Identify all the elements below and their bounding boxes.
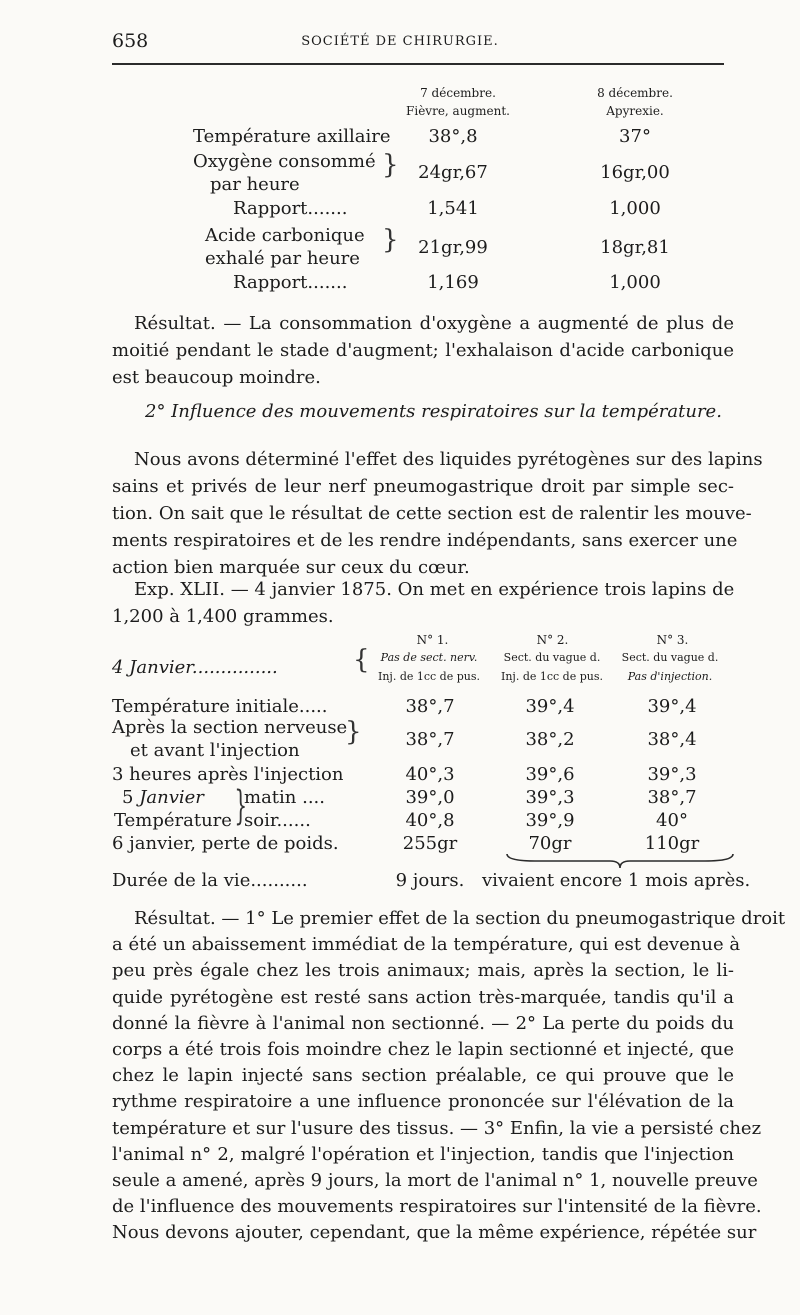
t2-row-label: 5 Janvier (122, 787, 204, 808)
t2-row-label: Température (114, 810, 232, 831)
t2-date-label: 4 Janvier............... (112, 657, 278, 678)
text-line: Résultat. — 1° Le premier effet de la section du pneumogastrique droit (134, 908, 786, 929)
t1-cell: 1,000 (609, 272, 661, 293)
text-line: action bien marquée sur ceux du cœur. (112, 557, 470, 578)
t2-cell: 40°,3 (405, 764, 455, 785)
page-number: 658 (112, 30, 149, 52)
text-line: l'animal n° 2, malgré l'opération et l'injection, tandis que l'injection (112, 1143, 734, 1165)
text-line: Nous avons déterminé l'effet des liquides pyrétogènes sur des lapins (134, 449, 763, 470)
t1-cell: 21gr,99 (418, 237, 488, 258)
text-line: tion. On sait que le résultat de cette section est de ralentir les mouve- (112, 503, 752, 524)
t1-cell: 38°,8 (428, 126, 478, 147)
brace-icon: } (234, 783, 248, 829)
t1-col1-head-b: Fièvre, augment. (406, 104, 510, 118)
text-line: Nous devons ajouter, cependant, que la même expérience, répétée sur (112, 1222, 757, 1244)
t2-cell: 38°,4 (647, 729, 697, 750)
section-heading: 2° Influence des mouvements respiratoires sur la température. (145, 401, 722, 422)
brace-icon: } (345, 717, 362, 747)
t1-row-label: Rapport....... (233, 272, 348, 293)
text-line: donné la fièvre à l'animal non sectionné. — 2° La perte du poids du (112, 1012, 734, 1034)
t1-row-label: par heure (210, 174, 300, 195)
t2-cell: 255gr (402, 833, 458, 854)
t2-row-label: Température initiale..... (112, 696, 328, 717)
running-title: SOCIÉTÉ DE CHIRURGIE. (301, 34, 499, 49)
t2-head-line2: Inj. de 1cc de pus. (500, 670, 603, 683)
brace-icon: { (353, 645, 370, 675)
t2-cell: 38°,7 (647, 787, 697, 808)
experiment-paragraph (112, 576, 734, 630)
t2-cell: 70gr (528, 833, 572, 854)
t2-cell: 40°,8 (405, 810, 455, 831)
t1-row-label: Température axillaire (193, 126, 391, 147)
text-line: ments respiratoires et de les rendre indépendants, sans exercer une (112, 530, 738, 551)
t1-row-label: exhalé par heure (205, 248, 360, 269)
text-line: Résultat. — La consommation d'oxygène a augmenté de plus de (134, 313, 734, 334)
t2-cell: 39°,3 (647, 764, 697, 785)
resultat-2-paragraph (112, 906, 786, 1247)
t2-head-line1: Sect. du vague d. (503, 651, 601, 664)
underbrace-icon (505, 852, 735, 870)
text-line: est beaucoup moindre. (112, 367, 321, 388)
t2-row-sublabel: matin .... (244, 787, 325, 808)
t1-cell: 37° (619, 126, 651, 147)
t2-row-label: Après la section nerveuse (112, 717, 348, 738)
text-line: a été un abaissement immédiat de la température, qui est devenue à (112, 934, 741, 956)
t2-head-no: N° 3. (656, 633, 689, 647)
t2-head-no: N° 2. (536, 633, 569, 647)
t2-cell: 39°,6 (525, 764, 575, 785)
t2-cell: 110gr (644, 833, 700, 854)
text-line: chez le lapin injecté sans section préalable, ce qui prouve que le (112, 1065, 734, 1087)
t2-cell: 38°,7 (405, 729, 455, 750)
text-line: peu près égale chez les trois animaux; mais, après la section, le li- (112, 960, 734, 982)
t2-row-label: 6 janvier, perte de poids. (112, 833, 339, 854)
t2-duree-label: Durée de la vie.......... (112, 870, 308, 891)
t2-head-line2: Inj. de 1cc de pus. (377, 670, 480, 683)
text-line: quide pyrétogène est resté sans action très-marquée, tandis qu'il a (112, 986, 734, 1008)
text-line: Exp. XLII. — 4 janvier 1875. On met en expérience trois lapins de (134, 579, 735, 600)
t1-cell: 24gr,67 (418, 162, 488, 183)
text-line: de l'influence des mouvements respiratoires sur l'intensité de la fièvre. (112, 1196, 762, 1218)
t2-duree-cell: vivaient encore 1 mois après. (482, 870, 751, 891)
t2-cell: 39°,0 (405, 787, 455, 808)
text-line: rythme respiratoire a une influence prononcée sur l'élévation de la (112, 1091, 734, 1113)
text-line: 1,200 à 1,400 grammes. (112, 606, 334, 627)
text-line: corps a été trois fois moindre chez le lapin sectionné et injecté, que (112, 1039, 734, 1061)
t2-row-label: 3 heures après l'injection (112, 764, 344, 785)
brace-icon: } (382, 225, 399, 255)
t2-head-line2: Pas d'injection. (627, 670, 713, 683)
brace-icon: } (382, 150, 399, 180)
t2-cell: 40° (656, 810, 688, 831)
t2-cell: 39°,4 (647, 696, 697, 717)
t2-cell: 38°,2 (525, 729, 575, 750)
resultat-1-paragraph (112, 310, 734, 391)
t1-cell: 1,541 (427, 198, 479, 219)
t1-col2-head-b: Apyrexie. (606, 104, 664, 118)
t1-cell: 1,169 (427, 272, 479, 293)
t2-head-line1: Pas de sect. nerv. (380, 651, 478, 664)
t2-row-label: et avant l'injection (130, 740, 300, 761)
t1-cell: 18gr,81 (600, 237, 670, 258)
t1-cell: 16gr,00 (600, 162, 670, 183)
text-line: sains et privés de leur nerf pneumogastrique droit par simple sec- (112, 476, 734, 497)
t2-row-sublabel: soir...... (244, 810, 311, 831)
t1-col1-head-a: 7 décembre. (420, 86, 496, 100)
t1-row-label: Acide carbonique (205, 225, 365, 246)
t2-head-line1: Sect. du vague d. (621, 651, 719, 664)
text-line: température et sur l'usure des tissus. — 3° Enfin, la vie a persisté chez (112, 1117, 762, 1139)
t2-head-no: N° 1. (416, 633, 449, 647)
t2-cell: 39°,9 (525, 810, 575, 831)
t2-duree-cell: 9 jours. (395, 870, 465, 891)
t1-cell: 1,000 (609, 198, 661, 219)
text-line: seule a amené, après 9 jours, la mort de l'animal n° 1, nouvelle preuve (112, 1170, 758, 1192)
t2-cell: 38°,7 (405, 696, 455, 717)
t2-cell: 39°,3 (525, 787, 575, 808)
t1-row-label: Oxygène consommé (193, 151, 376, 172)
t2-cell: 39°,4 (525, 696, 575, 717)
intro-paragraph (112, 446, 763, 581)
header-rule (112, 63, 724, 65)
t1-row-label: Rapport....... (233, 198, 348, 219)
t1-col2-head-a: 8 décembre. (597, 86, 673, 100)
text-line: moitié pendant le stade d'augment; l'exhalaison d'acide carbonique (112, 340, 734, 361)
